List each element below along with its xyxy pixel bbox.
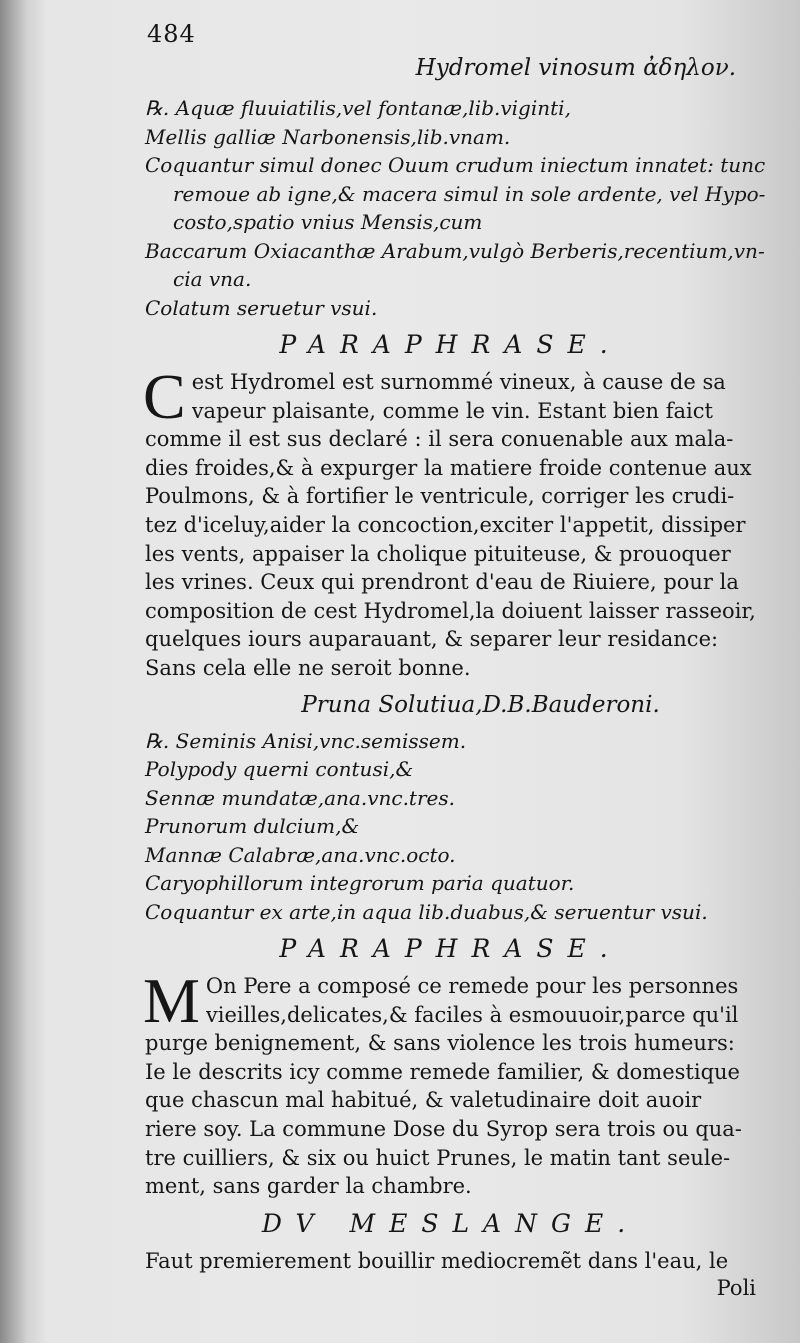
book-spine-shadow — [0, 0, 26, 1343]
recipe-line: Coquantur simul donec Ouum crudum iniectum innatet: tunc — [145, 153, 766, 177]
text-line: vieilles,delicates,& faciles à esmouuoir,parce qu'il — [205, 1002, 739, 1027]
recipe-line: Coquantur ex arte,in aqua lib.duabus,& seruentur vsui. — [145, 899, 708, 924]
drop-cap: C — [143, 361, 186, 432]
recipe-line: Mellis galliæ Narbonensis,lib.vnam. — [145, 124, 511, 149]
recipe-line: remoue ab igne,& macera simul in sole ardente, vel Hypo- — [173, 181, 766, 206]
final-line: Faut premierement bouillir mediocremẽt dans l'eau, le — [145, 1248, 729, 1273]
recipe-line: ℞. Seminis Anisi,vnc.semissem. — [145, 728, 467, 753]
paraphrase-pruna — [143, 965, 756, 1201]
catchword: Poli — [716, 1275, 756, 1300]
text-line: que chascun mal habitué, & valetudinaire doit auoir — [145, 1088, 702, 1113]
text-line: les vents, appaiser la cholique pituiteuse, & prouoquer — [145, 541, 731, 566]
text-line: vapeur plaisante, comme le vin. Estant bien faict — [191, 398, 713, 423]
text-line: dies froides,& à expurger la matiere froide contenue aux — [145, 455, 752, 480]
section-heading-paraphrase-2: PARAPHRASE. — [279, 934, 622, 964]
section-heading-paraphrase: PARAPHRASE. — [279, 330, 622, 359]
text-line: tre cuilliers, & six ou huict Prunes, le matin tant seule- — [145, 1145, 731, 1170]
recipe-line: cia vna. — [173, 267, 252, 291]
recipe-line: Baccarum Oxiacanthæ Arabum,vulgò Berberis,recentium,vn- — [145, 238, 765, 263]
text-line: quelques iours auparauant, & separer leur residance: — [145, 627, 719, 652]
text-line: les vrines. Ceux qui prendront d'eau de Riuiere, pour la — [145, 570, 739, 595]
text-line: ment, sans garder la chambre. — [145, 1174, 472, 1199]
running-head: Hydromel vinosum ἀδηλον. — [415, 55, 736, 81]
recipe-line: ℞. Aquæ fluuiatilis,vel fontanæ,lib.viginti, — [145, 96, 571, 120]
text-line: Poulmons, & à fortifier le ventricule, corriger les crudi- — [145, 484, 735, 509]
recipe-line: Caryophillorum integrorum paria quatuor. — [145, 871, 575, 896]
recipe-line: Sennæ mundatæ,ana.vnc.tres. — [145, 785, 455, 810]
recipe-title-pruna: Pruna Solutiua,D.B.Bauderoni. — [301, 691, 660, 718]
recipe-hydromel — [145, 94, 766, 322]
page-number: 484 — [147, 20, 196, 48]
recipe-line: Mannæ Calabræ,ana.vnc.octo. — [145, 842, 456, 867]
recipe-line: Polypody querni contusi,& — [145, 757, 414, 782]
paraphrase-hydromel — [143, 361, 756, 683]
text-line: composition de cest Hydromel,la doiuent laisser rasseoir, — [145, 598, 756, 623]
text-line: comme il est sus declaré : il sera conuenable aux mala- — [145, 427, 734, 452]
text-line: purge benignement, & sans violence les trois humeurs: — [145, 1031, 735, 1056]
section-heading-meslange: DV MESLANGE. — [261, 1208, 640, 1238]
text-line: Sans cela elle ne seroit bonne. — [145, 655, 471, 680]
text-line: riere soy. La commune Dose du Syrop sera trois ou qua- — [145, 1117, 742, 1141]
text-line: On Pere a composé ce remede pour les personnes — [205, 974, 739, 999]
text-line: est Hydromel est surnommé vineux, à cause de sa — [191, 370, 726, 394]
recipe-line: Colatum seruetur vsui. — [145, 295, 378, 320]
recipe-pruna — [145, 727, 756, 927]
recipe-line: costo,spatio vnius Mensis,cum — [173, 210, 483, 234]
text-line: tez d'iceluy,aider la concoction,exciter l'appetit, dissiper — [145, 512, 746, 537]
text-line: Ie le descrits icy comme remede familier, & domestique — [145, 1059, 740, 1084]
drop-cap: M — [143, 965, 200, 1037]
recipe-line: Prunorum dulcium,& — [145, 814, 360, 839]
